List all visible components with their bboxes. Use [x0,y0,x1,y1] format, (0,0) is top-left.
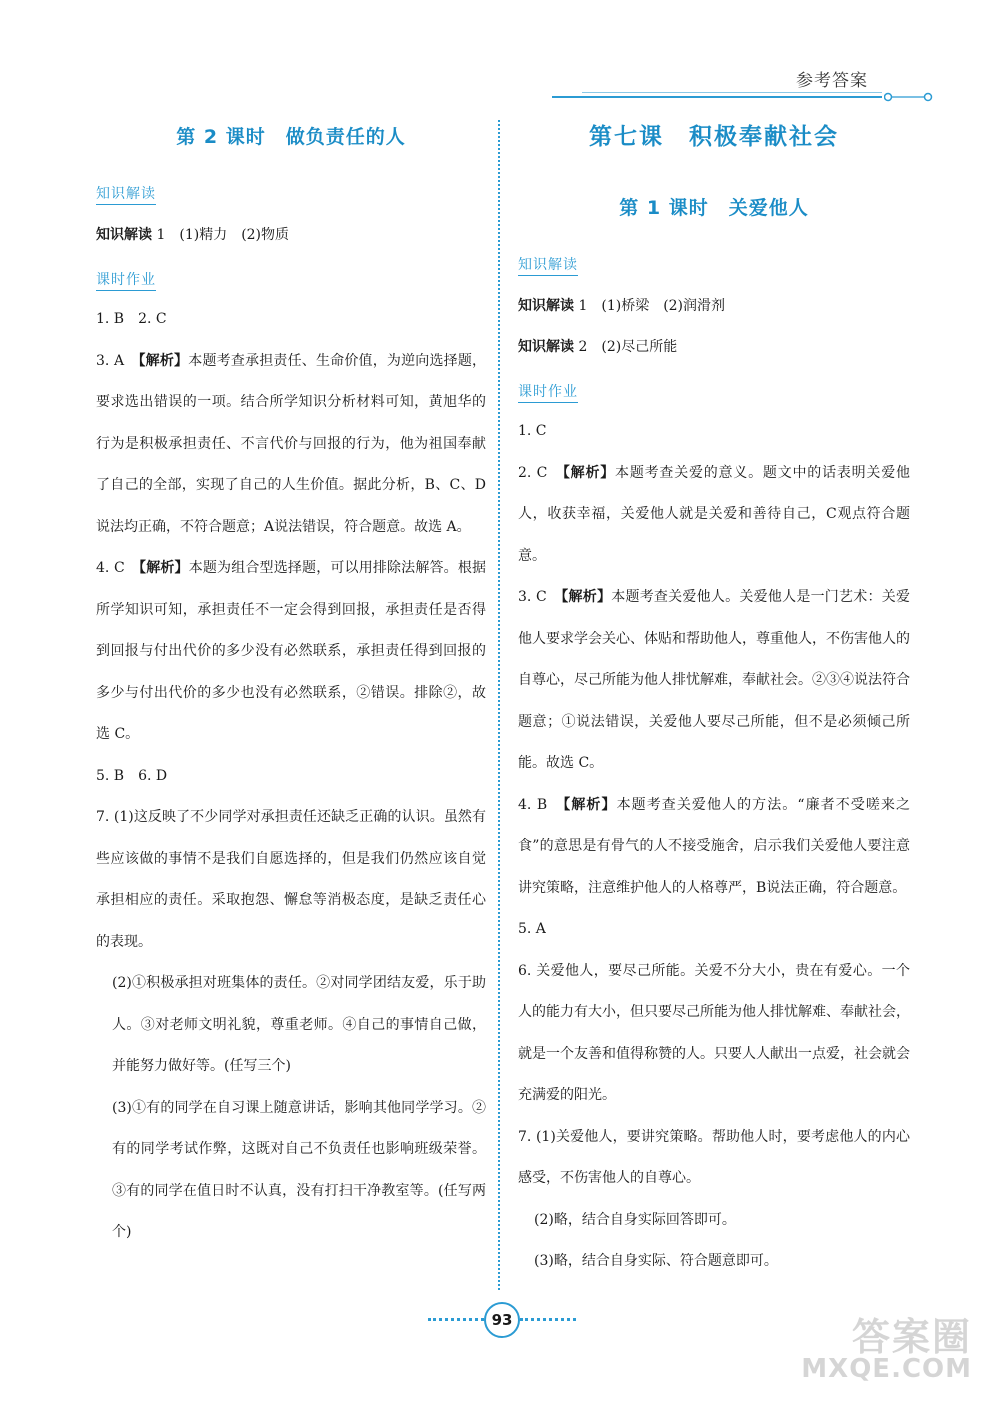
answer-5-6: 5. B 6. D [96,767,168,784]
knowledge-label: 知识解读 [518,339,574,355]
section-label-homework: 课时作业 [518,381,578,403]
answer-7-part2: (2)略，结合自身实际回答即可。 [534,1211,736,1228]
answer-1: 1. C [518,423,547,439]
knowledge-text: 1 (1)桥梁 (2)润滑剂 [574,298,726,314]
watermark-cn: 答案圈 [851,1315,972,1359]
lesson-title: 第 1 课时 关爱他人 [619,197,809,219]
answer-7-part1: 7. (1)关爱他人，要讲究策略。帮助他人时，要考虑他人的内心感受，不伤害他人的自尊心。 [518,1128,910,1186]
page-footer [428,1302,576,1338]
answer-number: 4. B [518,796,564,813]
knowledge-line-2 [518,337,910,357]
answer-1-2: 1. B 2. C [96,311,167,327]
section-label-knowledge: 知识解读 [96,183,156,205]
watermark-logo [801,1306,978,1394]
answer-2 [518,453,910,578]
analysis-tag: 【解析】 [561,589,612,605]
answer-6: 6. 关爱他人，要尽己所能。关爱不分大小，贵在有爱心。一个人的能力有大小，但只要尽己所能为他人排忧解难、奉献社会，就是一个友善和值得称赞的人。只要人人献出一点爱，社会就会充满爱的阳光。 [518,962,910,1103]
answer-7-part1: 7. (1)这反映了不少同学对承担责任还缺乏正确的认识。虽然有些应该做的事情不是我们自愿选择的，但是我们仍然应该自觉承担相应的责任。采取抱怨、懈怠等消极态度，是缺乏责任心的表现。 [96,809,486,950]
answer-body: 本题考查关爱的意义。题文中的话表明关爱他人，收获幸福，关爱他人就是关爱和善待自己，C观点符合题意。 [518,464,911,564]
lesson-title: 第 2 课时 做负责任的人 [176,126,406,148]
page-number: 93 [484,1302,520,1338]
chapter-title: 第七课 积极奉献社会 [589,123,839,150]
answer-3 [518,577,910,785]
footer-dotted-rule [520,1318,576,1321]
analysis-tag: 【解析】 [563,796,617,813]
left-column [96,110,486,1254]
analysis-tag: 【解析】 [138,352,189,369]
answer-number: 3. A [96,352,139,369]
header-rule-thin [582,92,882,93]
answer-body: 本题考查关爱他人。关爱他人是一门艺术：关爱他人要求学会关心、体贴和帮助他人，尊重他人，不伤害他人的自尊心，尽己所能为他人排忧解难，奉献社会。②③④说法符合题意；①说法错误，关爱他人要尽己所能，但不是必须倾己所能。故选 C。 [518,589,911,771]
analysis-tag: 【解析】 [562,464,616,481]
knowledge-text: 2 (2)尽己所能 [574,339,678,355]
answer-4 [96,548,486,756]
answer-7-part3: (3)略，结合自身实际、符合题意即可。 [534,1253,778,1269]
answer-number: 3. C [518,589,562,605]
header-title: 参考答案 [796,71,868,91]
answer-5: 5. A [518,921,546,937]
header-rule [552,96,882,98]
knowledge-line [96,225,486,245]
answer-number: 4. C [96,560,140,576]
page-header [552,66,936,106]
knowledge-text: 1 (1)精力 (2)物质 [152,227,290,243]
analysis-tag: 【解析】 [139,560,189,576]
answer-body: 本题为组合型选择题，可以用排除法解答。根据所学知识可知，承担责任不一定会得到回报，承担责任是否得到回报与付出代价的多少没有必然联系，承担责任得到回报的多少与付出代价的多少也没有必然联系，②错误。排除②，故选 C。 [96,560,487,742]
column-divider [498,120,500,1290]
answer-7-part2: (2)①积极承担对班集体的责任。②对同学团结友爱，乐于助人。③对老师文明礼貌，尊重老师。④自己的事情自己做，并能努力做好等。(任写三个) [112,975,486,1074]
answer-3 [96,341,486,549]
knowledge-label: 知识解读 [518,298,574,314]
right-column [518,110,910,1283]
header-ornament-icon [884,90,944,104]
answer-body: 本题考查关爱他人的方法。“廉者不受嗟来之食”的意思是有骨气的人不接受施舍，启示我们关爱他人要注意讲究策略，注意维护他人的人格尊严，B说法正确，符合题意。 [518,796,911,896]
section-label-homework: 课时作业 [96,269,156,291]
answer-body: 本题考查承担责任、生命价值，为逆向选择题，要求选出错误的一项。结合所学知识分析材料可知，黄旭华的行为是积极承担责任、不言代价与回报的行为，他为祖国奉献了自己的全部，实现了自己的人生价值。据此分析，B、C、D说法均正确，不符合题意；A说法错误，符合题意。故选 A。 [96,352,487,535]
knowledge-label: 知识解读 [96,227,152,243]
knowledge-line-1 [518,296,910,316]
answer-number: 2. C [518,464,563,481]
section-label-knowledge: 知识解读 [518,254,578,276]
watermark-en: MXQE.COM [801,1354,972,1384]
answer-7-part3: (3)①有的同学在自习课上随意讲话，影响其他同学学习。②有的同学考试作弊，这既对自己不负责任也影响班级荣誉。③有的同学在值日时不认真，没有打扫干净教室等。(任写两个) [112,1099,486,1240]
answer-4 [518,785,910,910]
footer-dotted-rule [428,1318,484,1321]
